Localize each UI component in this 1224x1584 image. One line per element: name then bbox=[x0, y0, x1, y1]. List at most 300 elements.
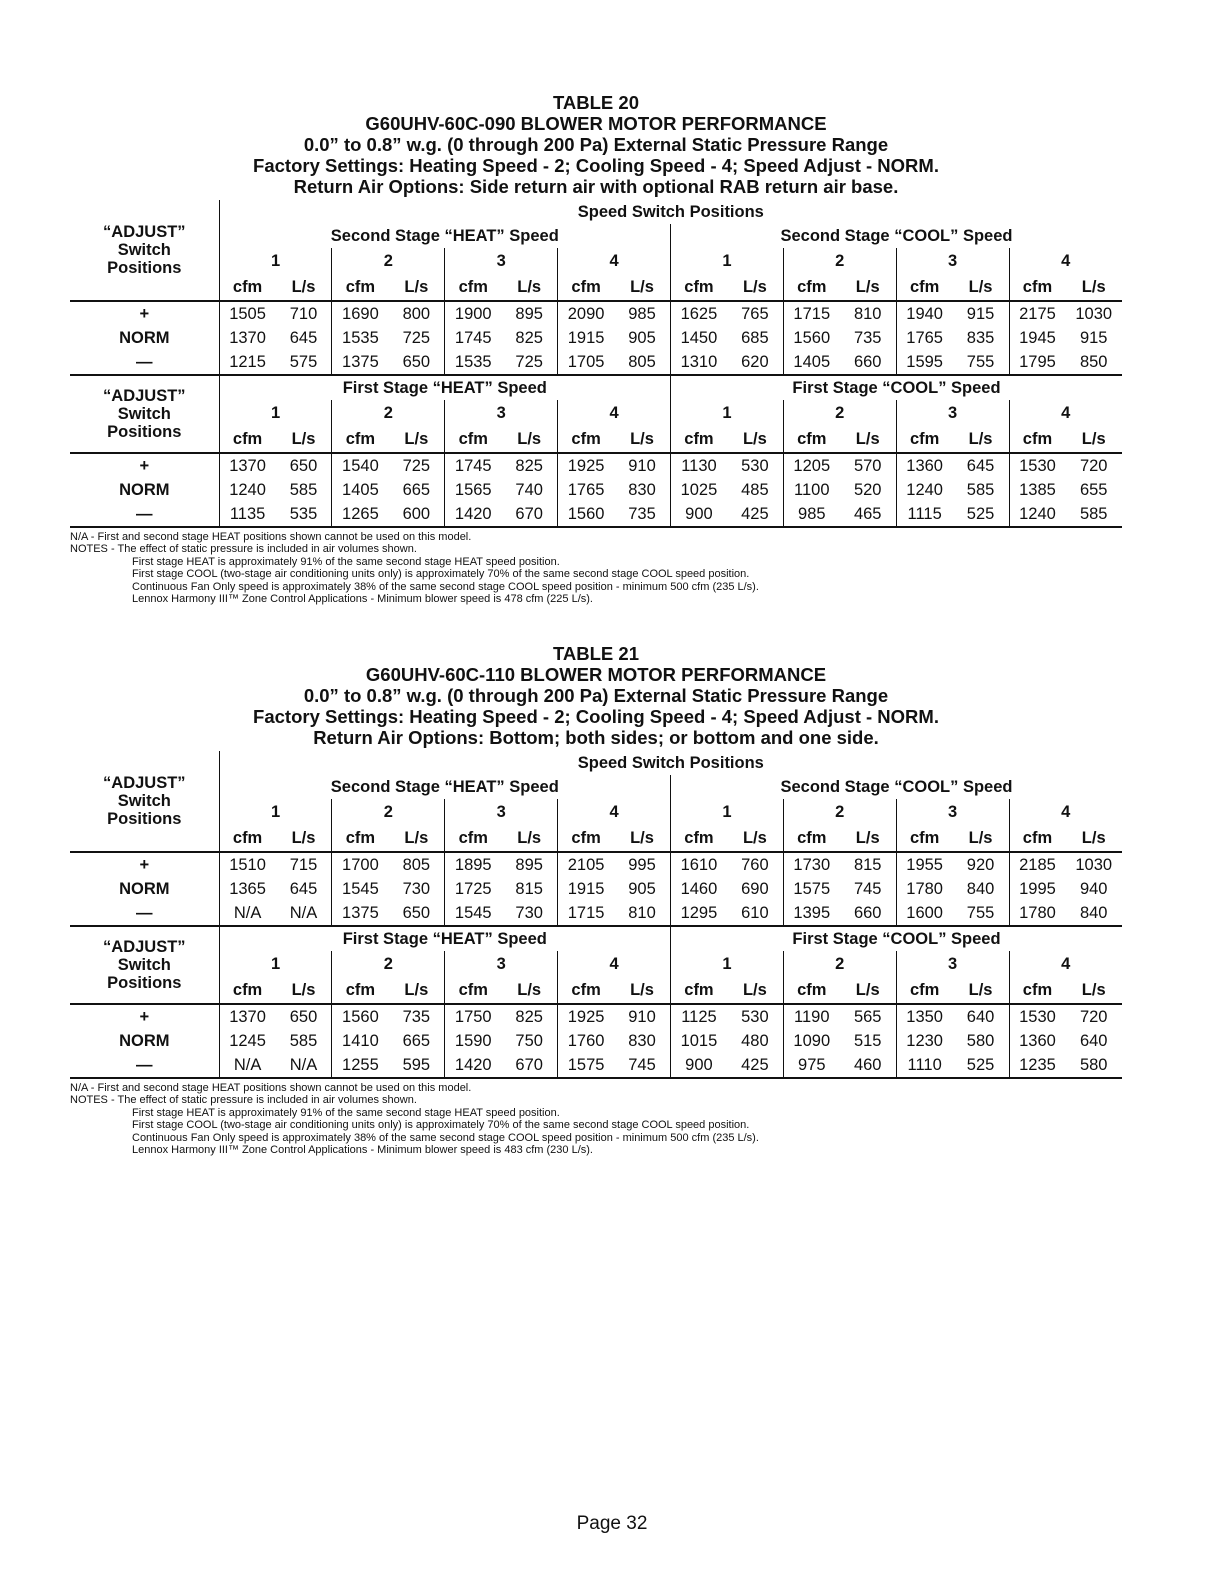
performance-table bbox=[70, 751, 1122, 1079]
cfm-cell: 1115 bbox=[896, 502, 952, 527]
unit-cfm-header: cfm bbox=[783, 274, 839, 301]
speed-position-number: 3 bbox=[896, 799, 1009, 825]
adjust-label-line: Positions bbox=[107, 259, 182, 277]
cfm-cell: 1575 bbox=[783, 877, 839, 901]
cfm-cell: 1715 bbox=[783, 301, 839, 326]
notes-text: The effect of static pressure is included in air volumes shown. bbox=[117, 1094, 417, 1107]
cfm-cell: 1780 bbox=[1009, 901, 1065, 926]
ls-cell: 600 bbox=[388, 502, 444, 527]
ls-cell: 460 bbox=[840, 1053, 896, 1078]
unit-ls-header: L/s bbox=[388, 274, 444, 301]
ls-cell: 570 bbox=[853, 456, 882, 475]
unit-cfm-header: cfm bbox=[332, 274, 388, 301]
note-line: Lennox Harmony III™ Zone Control Applications - Minimum blower speed is 483 cfm (230 L/s). bbox=[132, 1144, 593, 1157]
ls-cell: 530 bbox=[741, 1007, 769, 1026]
adjust-label-line: Switch bbox=[117, 405, 171, 423]
unit-cfm-header: cfm bbox=[445, 274, 501, 301]
cfm-cell: 1535 bbox=[332, 326, 388, 350]
adjust-switch-header bbox=[70, 200, 219, 301]
ls-cell: 835 bbox=[966, 328, 995, 347]
unit-ls-header: L/s bbox=[953, 977, 1009, 1004]
table-row bbox=[70, 901, 1122, 926]
cfm-cell: 1745 bbox=[445, 326, 501, 350]
unit-ls-header: L/s bbox=[388, 977, 444, 1004]
cfm-cell: 1765 bbox=[896, 326, 952, 350]
ls-cell: 840 bbox=[1065, 901, 1122, 926]
notes-text: The effect of static pressure is included in air volumes shown. bbox=[117, 543, 417, 556]
speed-position-number: 4 bbox=[1009, 799, 1122, 825]
cfm-cell: 1915 bbox=[558, 326, 614, 350]
adjust-label-line: Positions bbox=[107, 810, 182, 828]
unit-cfm-header: cfm bbox=[896, 274, 952, 301]
cool-speed-label: Second Stage “COOL” Speed bbox=[670, 775, 1122, 799]
cfm-cell: 1370 bbox=[219, 326, 275, 350]
ls-cell: 720 bbox=[1079, 456, 1108, 475]
adjust-label-line: “ADJUST” bbox=[103, 223, 186, 241]
ls-cell: 750 bbox=[515, 1031, 543, 1050]
adjust-position-cell: + bbox=[139, 1007, 150, 1026]
title-line: Return Air Options: Bottom; both sides; or bottom and one side. bbox=[313, 727, 879, 748]
table-title bbox=[70, 92, 1122, 197]
cfm-cell: 1760 bbox=[558, 1029, 614, 1053]
adjust-switch-header bbox=[70, 926, 219, 1004]
table-row bbox=[70, 326, 1122, 350]
title-line: Factory Settings: Heating Speed - 2; Cooling Speed - 4; Speed Adjust - NORM. bbox=[253, 706, 939, 727]
ls-cell: 905 bbox=[628, 879, 656, 898]
cfm-cell: 1915 bbox=[558, 877, 614, 901]
ls-cell: 830 bbox=[628, 1031, 656, 1050]
ls-cell: 895 bbox=[515, 855, 543, 874]
unit-cfm-header: cfm bbox=[670, 977, 726, 1004]
ls-cell: 755 bbox=[953, 350, 1009, 375]
ls-cell: 670 bbox=[501, 502, 557, 527]
adjust-position-cell: — bbox=[70, 1053, 219, 1078]
unit-cfm-header: cfm bbox=[219, 977, 275, 1004]
speed-position-number: 2 bbox=[332, 248, 445, 274]
cfm-cell: 1350 bbox=[896, 1004, 952, 1029]
cfm-cell: 1215 bbox=[219, 350, 275, 375]
unit-ls-header: L/s bbox=[501, 274, 557, 301]
cfm-cell: 1625 bbox=[670, 301, 726, 326]
cfm-cell: 1240 bbox=[219, 478, 275, 502]
unit-ls-header: L/s bbox=[953, 274, 1009, 301]
note-line: First stage HEAT is approximately 91% of the same second stage HEAT speed position. bbox=[132, 555, 560, 568]
ls-cell: 765 bbox=[741, 304, 769, 323]
speed-position-number: 1 bbox=[670, 951, 783, 977]
cfm-cell: 1560 bbox=[558, 502, 614, 527]
cfm-cell: 1925 bbox=[558, 1004, 614, 1029]
cfm-cell: 1240 bbox=[1009, 502, 1065, 527]
table-row bbox=[70, 877, 1122, 901]
ls-cell: 650 bbox=[289, 456, 318, 475]
ls-cell: 580 bbox=[966, 1031, 995, 1050]
unit-cfm-header: cfm bbox=[670, 274, 726, 301]
ls-cell: 825 bbox=[515, 1007, 543, 1026]
ls-cell: 595 bbox=[388, 1053, 444, 1078]
note-line: Lennox Harmony III™ Zone Control Applications - Minimum blower speed is 478 cfm (225 L/s). bbox=[132, 593, 593, 606]
speed-position-number: 2 bbox=[783, 951, 896, 977]
cfm-cell: 1575 bbox=[558, 1053, 614, 1078]
speed-position-number: 3 bbox=[445, 248, 558, 274]
ls-cell: 1030 bbox=[1075, 855, 1113, 874]
speed-position-number: 1 bbox=[219, 248, 332, 274]
ls-cell: 760 bbox=[741, 855, 769, 874]
ls-cell: 910 bbox=[628, 1007, 656, 1026]
adjust-label-line: “ADJUST” bbox=[103, 387, 186, 405]
ls-cell: 830 bbox=[628, 480, 656, 499]
cfm-cell: 1015 bbox=[670, 1029, 726, 1053]
ls-cell: 645 bbox=[966, 456, 995, 475]
cfm-cell: 1295 bbox=[670, 901, 726, 926]
cfm-cell: 1540 bbox=[332, 453, 388, 478]
ls-cell: 745 bbox=[614, 1053, 670, 1078]
unit-ls-header: L/s bbox=[388, 426, 444, 453]
speed-position-number: 2 bbox=[783, 799, 896, 825]
speed-position-number: 4 bbox=[558, 248, 671, 274]
cfm-cell: 1360 bbox=[896, 453, 952, 478]
ls-cell: 525 bbox=[953, 502, 1009, 527]
adjust-label-line: Switch bbox=[117, 792, 171, 810]
ls-cell: 915 bbox=[966, 304, 995, 323]
table-row bbox=[70, 852, 1122, 877]
cfm-cell: 2175 bbox=[1009, 301, 1065, 326]
table-row bbox=[70, 1004, 1122, 1029]
unit-cfm-header: cfm bbox=[1009, 426, 1065, 453]
cfm-cell: 1125 bbox=[670, 1004, 726, 1029]
table-row bbox=[70, 478, 1122, 502]
ls-cell: 730 bbox=[501, 901, 557, 926]
unit-ls-header: L/s bbox=[953, 426, 1009, 453]
unit-cfm-header: cfm bbox=[670, 825, 726, 852]
title-line: TABLE 21 bbox=[552, 643, 639, 664]
speed-position-number: 3 bbox=[445, 951, 558, 977]
adjust-position-cell: NORM bbox=[119, 480, 170, 499]
ls-cell: 425 bbox=[727, 1053, 783, 1078]
unit-cfm-header: cfm bbox=[219, 825, 275, 852]
cool-speed-label: First Stage “COOL” Speed bbox=[670, 926, 1122, 951]
adjust-label-line: “ADJUST” bbox=[103, 938, 186, 956]
adjust-position-cell: — bbox=[70, 502, 219, 527]
ls-cell: 515 bbox=[853, 1031, 882, 1050]
notes-label: NOTES - bbox=[70, 1094, 115, 1107]
adjust-label-line: “ADJUST” bbox=[103, 774, 186, 792]
cfm-cell: 1530 bbox=[1009, 453, 1065, 478]
speed-switch-positions-label: Speed Switch Positions bbox=[219, 751, 1122, 775]
unit-cfm-header: cfm bbox=[332, 825, 388, 852]
ls-cell: 915 bbox=[1079, 328, 1108, 347]
cfm-cell: 2090 bbox=[558, 301, 614, 326]
cfm-cell: 1135 bbox=[219, 502, 275, 527]
ls-cell: 685 bbox=[741, 328, 769, 347]
page-number: Page 32 bbox=[576, 1513, 648, 1534]
adjust-position-cell: — bbox=[70, 901, 219, 926]
na-note: N/A - First and second stage HEAT positions shown cannot be used on this model. bbox=[70, 531, 472, 543]
speed-position-number: 1 bbox=[670, 248, 783, 274]
unit-cfm-header: cfm bbox=[219, 274, 275, 301]
cfm-cell: 1240 bbox=[896, 478, 952, 502]
cfm-cell: 1420 bbox=[445, 1053, 501, 1078]
cfm-cell: 1600 bbox=[896, 901, 952, 926]
speed-position-number: 2 bbox=[332, 951, 445, 977]
unit-ls-header: L/s bbox=[276, 274, 332, 301]
title-line: Factory Settings: Heating Speed - 2; Cooling Speed - 4; Speed Adjust - NORM. bbox=[253, 155, 939, 176]
cfm-cell: 1410 bbox=[332, 1029, 388, 1053]
unit-ls-header: L/s bbox=[840, 274, 896, 301]
ls-cell: 650 bbox=[388, 901, 444, 926]
cfm-cell: 1795 bbox=[1009, 350, 1065, 375]
ls-cell: 825 bbox=[515, 456, 543, 475]
cfm-cell: 975 bbox=[783, 1053, 839, 1078]
cfm-cell: 1360 bbox=[1009, 1029, 1065, 1053]
ls-cell: 665 bbox=[402, 1031, 431, 1050]
table-21-block bbox=[70, 643, 1122, 1156]
ls-cell: 715 bbox=[289, 855, 318, 874]
speed-switch-positions-label: Speed Switch Positions bbox=[219, 200, 1122, 224]
adjust-position-cell: — bbox=[70, 350, 219, 375]
ls-cell: 895 bbox=[515, 304, 543, 323]
unit-ls-header: L/s bbox=[388, 825, 444, 852]
ls-cell: 645 bbox=[289, 879, 318, 898]
speed-position-number: 1 bbox=[219, 400, 332, 426]
na-note: N/A - First and second stage HEAT positions shown cannot be used on this model. bbox=[70, 1082, 472, 1094]
ls-cell: 755 bbox=[953, 901, 1009, 926]
cfm-cell: 1245 bbox=[219, 1029, 275, 1053]
ls-cell: 650 bbox=[289, 1007, 318, 1026]
unit-ls-header: L/s bbox=[727, 825, 783, 852]
speed-position-number: 4 bbox=[558, 951, 671, 977]
adjust-label-line: Positions bbox=[107, 423, 182, 441]
ls-cell: 840 bbox=[966, 879, 995, 898]
unit-ls-header: L/s bbox=[840, 426, 896, 453]
ls-cell: 585 bbox=[289, 1031, 318, 1050]
cfm-cell: 1510 bbox=[219, 852, 275, 877]
unit-cfm-header: cfm bbox=[896, 426, 952, 453]
speed-position-number: 2 bbox=[332, 799, 445, 825]
cfm-cell: 1505 bbox=[219, 301, 275, 326]
unit-ls-header: L/s bbox=[727, 977, 783, 1004]
ls-cell: 735 bbox=[614, 502, 670, 527]
ls-cell: 660 bbox=[840, 901, 896, 926]
cfm-cell: 1230 bbox=[896, 1029, 952, 1053]
cool-speed-label: First Stage “COOL” Speed bbox=[670, 375, 1122, 400]
ls-cell: 610 bbox=[727, 901, 783, 926]
title-line: TABLE 20 bbox=[552, 92, 639, 113]
adjust-position-cell: + bbox=[139, 855, 150, 874]
table-row bbox=[70, 502, 1122, 527]
ls-cell: 670 bbox=[501, 1053, 557, 1078]
cfm-cell: 1545 bbox=[445, 901, 501, 926]
cfm-cell: 1715 bbox=[558, 901, 614, 926]
unit-ls-header: L/s bbox=[1065, 825, 1122, 852]
unit-ls-header: L/s bbox=[614, 426, 670, 453]
cfm-cell: 1690 bbox=[332, 301, 388, 326]
cfm-cell: 1995 bbox=[1009, 877, 1065, 901]
speed-position-number: 3 bbox=[896, 248, 1009, 274]
unit-cfm-header: cfm bbox=[219, 426, 275, 453]
ls-cell: 565 bbox=[853, 1007, 882, 1026]
speed-position-number: 4 bbox=[558, 400, 671, 426]
unit-cfm-header: cfm bbox=[896, 825, 952, 852]
unit-ls-header: L/s bbox=[727, 426, 783, 453]
ls-cell: 720 bbox=[1079, 1007, 1108, 1026]
table-row bbox=[70, 350, 1122, 375]
unit-cfm-header: cfm bbox=[445, 426, 501, 453]
cfm-cell: 1370 bbox=[219, 453, 275, 478]
ls-cell: 575 bbox=[276, 350, 332, 375]
ls-cell: N/A bbox=[276, 1053, 332, 1078]
cfm-cell: 1025 bbox=[670, 478, 726, 502]
ls-cell: 620 bbox=[727, 350, 783, 375]
unit-cfm-header: cfm bbox=[783, 825, 839, 852]
unit-ls-header: L/s bbox=[276, 825, 332, 852]
speed-position-number: 2 bbox=[332, 400, 445, 426]
cfm-cell: 1565 bbox=[445, 478, 501, 502]
cfm-cell: 2185 bbox=[1009, 852, 1065, 877]
speed-position-number: 3 bbox=[896, 400, 1009, 426]
unit-ls-header: L/s bbox=[1065, 274, 1122, 301]
cfm-cell: 1745 bbox=[445, 453, 501, 478]
speed-position-number: 1 bbox=[670, 400, 783, 426]
unit-cfm-header: cfm bbox=[783, 426, 839, 453]
heat-speed-label: First Stage “HEAT” Speed bbox=[219, 926, 670, 951]
unit-cfm-header: cfm bbox=[1009, 274, 1065, 301]
cfm-cell: 1420 bbox=[445, 502, 501, 527]
ls-cell: 985 bbox=[628, 304, 656, 323]
speed-position-number: 1 bbox=[219, 951, 332, 977]
unit-ls-header: L/s bbox=[614, 274, 670, 301]
cfm-cell: 1750 bbox=[445, 1004, 501, 1029]
heat-speed-label: First Stage “HEAT” Speed bbox=[219, 375, 670, 400]
cfm-cell: 2105 bbox=[558, 852, 614, 877]
adjust-position-cell: + bbox=[139, 304, 150, 323]
cfm-cell: N/A bbox=[219, 901, 275, 926]
cfm-cell: 1895 bbox=[445, 852, 501, 877]
ls-cell: 810 bbox=[853, 304, 882, 323]
cfm-cell: 1090 bbox=[783, 1029, 839, 1053]
ls-cell: 665 bbox=[402, 480, 431, 499]
note-line: First stage COOL (two-stage air conditioning units only) is approximately 70% of the same second stage COOL speed position. bbox=[132, 1119, 750, 1132]
unit-ls-header: L/s bbox=[727, 274, 783, 301]
unit-cfm-header: cfm bbox=[670, 426, 726, 453]
ls-cell: 585 bbox=[966, 480, 995, 499]
ls-cell: N/A bbox=[276, 901, 332, 926]
cfm-cell: 1310 bbox=[670, 350, 726, 375]
speed-position-number: 2 bbox=[783, 400, 896, 426]
cfm-cell: 1530 bbox=[1009, 1004, 1065, 1029]
cfm-cell: 1385 bbox=[1009, 478, 1065, 502]
unit-ls-header: L/s bbox=[953, 825, 1009, 852]
ls-cell: 725 bbox=[501, 350, 557, 375]
ls-cell: 640 bbox=[966, 1007, 995, 1026]
ls-cell: 735 bbox=[853, 328, 882, 347]
cfm-cell: 900 bbox=[670, 1053, 726, 1078]
unit-cfm-header: cfm bbox=[1009, 977, 1065, 1004]
cfm-cell: 1255 bbox=[332, 1053, 388, 1078]
table-notes bbox=[70, 531, 1122, 605]
cfm-cell: 1610 bbox=[670, 852, 726, 877]
ls-cell: 585 bbox=[1065, 502, 1122, 527]
ls-cell: 525 bbox=[953, 1053, 1009, 1078]
speed-position-number: 1 bbox=[670, 799, 783, 825]
adjust-switch-header bbox=[70, 375, 219, 453]
ls-cell: 740 bbox=[515, 480, 543, 499]
cfm-cell: 1595 bbox=[896, 350, 952, 375]
ls-cell: 745 bbox=[853, 879, 882, 898]
cfm-cell: 1130 bbox=[670, 453, 726, 478]
adjust-switch-header bbox=[70, 751, 219, 852]
cfm-cell: 1205 bbox=[783, 453, 839, 478]
ls-cell: 530 bbox=[741, 456, 769, 475]
speed-position-number: 4 bbox=[1009, 400, 1122, 426]
ls-cell: 810 bbox=[614, 901, 670, 926]
adjust-label-line: Positions bbox=[107, 974, 182, 992]
cfm-cell: 1765 bbox=[558, 478, 614, 502]
ls-cell: 485 bbox=[741, 480, 769, 499]
ls-cell: 920 bbox=[966, 855, 995, 874]
unit-ls-header: L/s bbox=[276, 977, 332, 1004]
cfm-cell: 1190 bbox=[783, 1004, 839, 1029]
ls-cell: 480 bbox=[741, 1031, 769, 1050]
ls-cell: 465 bbox=[840, 502, 896, 527]
notes-label: NOTES - bbox=[70, 543, 115, 556]
adjust-position-cell: NORM bbox=[119, 879, 170, 898]
speed-position-number: 4 bbox=[1009, 248, 1122, 274]
ls-cell: 735 bbox=[402, 1007, 431, 1026]
ls-cell: 520 bbox=[853, 480, 882, 499]
cfm-cell: 1945 bbox=[1009, 326, 1065, 350]
cool-speed-label: Second Stage “COOL” Speed bbox=[670, 224, 1122, 248]
adjust-position-cell: NORM bbox=[119, 328, 170, 347]
cfm-cell: 1940 bbox=[896, 301, 952, 326]
cfm-cell: 1375 bbox=[332, 901, 388, 926]
heat-speed-label: Second Stage “HEAT” Speed bbox=[219, 224, 670, 248]
note-line: Continuous Fan Only speed is approximately 38% of the same second stage COOL speed position - minimum 500 cfm (235 L/s). bbox=[132, 1131, 759, 1144]
cfm-cell: 1405 bbox=[783, 350, 839, 375]
cfm-cell: 1900 bbox=[445, 301, 501, 326]
notes-first-line bbox=[70, 543, 1122, 555]
title-line: 0.0” to 0.8” w.g. (0 through 200 Pa) External Static Pressure Range bbox=[303, 685, 889, 706]
unit-ls-header: L/s bbox=[1065, 426, 1122, 453]
ls-cell: 425 bbox=[727, 502, 783, 527]
cfm-cell: 1100 bbox=[783, 478, 839, 502]
unit-cfm-header: cfm bbox=[896, 977, 952, 1004]
cfm-cell: 1235 bbox=[1009, 1053, 1065, 1078]
cfm-cell: 1705 bbox=[558, 350, 614, 375]
cfm-cell: N/A bbox=[219, 1053, 275, 1078]
ls-cell: 650 bbox=[388, 350, 444, 375]
cfm-cell: 1725 bbox=[445, 877, 501, 901]
table-20-block bbox=[70, 92, 1122, 605]
unit-ls-header: L/s bbox=[614, 825, 670, 852]
ls-cell: 585 bbox=[289, 480, 318, 499]
cfm-cell: 1560 bbox=[783, 326, 839, 350]
speed-position-number: 3 bbox=[445, 799, 558, 825]
cfm-cell: 1265 bbox=[332, 502, 388, 527]
ls-cell: 645 bbox=[289, 328, 318, 347]
ls-cell: 655 bbox=[1079, 480, 1108, 499]
ls-cell: 690 bbox=[741, 879, 769, 898]
unit-cfm-header: cfm bbox=[558, 274, 614, 301]
unit-ls-header: L/s bbox=[501, 825, 557, 852]
unit-cfm-header: cfm bbox=[1009, 825, 1065, 852]
cfm-cell: 1590 bbox=[445, 1029, 501, 1053]
cfm-cell: 1460 bbox=[670, 877, 726, 901]
heat-speed-label: Second Stage “HEAT” Speed bbox=[219, 775, 670, 799]
ls-cell: 725 bbox=[402, 328, 431, 347]
unit-ls-header: L/s bbox=[501, 426, 557, 453]
unit-ls-header: L/s bbox=[840, 977, 896, 1004]
unit-ls-header: L/s bbox=[614, 977, 670, 1004]
